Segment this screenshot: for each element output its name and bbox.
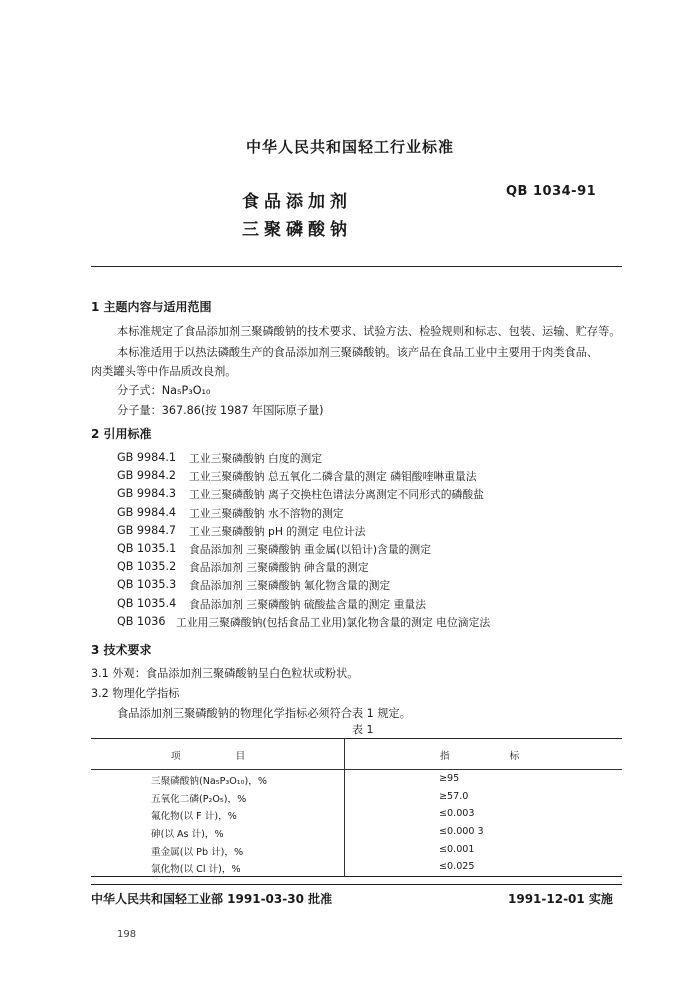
reference-title: 食品添加剂 三聚磷酸钠 硫酸盐含量的测定 重量法 [189,597,427,611]
reference-code: QB 1035.4 [117,596,177,610]
section-1-paragraph-2-cont: 肉类罐头等中作品质改良剂。 [91,365,237,378]
table-header-index: 指标 [440,751,580,762]
reference-title: 工业用三聚磷酸钠(包括食品工业用)氯化物含量的测定 电位滴定法 [176,615,491,629]
table-cell-item: 三聚磷酸钠(Na₅P₃O₁₀)，% [151,776,267,787]
reference-code: GB 9984.2 [117,469,177,483]
header-rule [91,266,622,267]
section-1-title: 1 主题内容与适用范围 [91,300,212,314]
reference-code: GB 9984.3 [117,487,177,501]
reference-code: GB 9984.7 [117,523,177,537]
reference-title: 工业三聚磷酸钠 水不溶物的测定 [189,506,344,520]
table-cell-value: ≤0.000 3 [439,826,484,838]
table-caption: 表 1 [352,723,374,736]
reference-title: 工业三聚磷酸钠 离子交换柱色谱法分离测定不同形式的磷酸盐 [189,488,484,502]
ministry-title: 中华人民共和国轻工行业标准 [245,138,454,156]
table-row [91,858,622,876]
section-1-paragraph-2: 本标准适用于以热法磷酸生产的食品添加剂三聚磷酸钠。该产品在食品工业中主要用于肉类食品、 [117,346,599,359]
table-cell-value: ≤0.001 [439,843,475,855]
table-header-item: 项目 [171,751,301,762]
table-cell-value: ≥57.0 [439,790,469,802]
table-header [91,739,622,770]
approval-line: 中华人民共和国轻工业部 1991-03-30 批准 [91,892,333,906]
table-cell-item: 砷(以 As 计)，% [151,829,224,841]
reference-code: QB 1036 [117,614,166,628]
reference-code: QB 1035.3 [117,578,177,592]
reference-code: GB 9984.1 [117,451,177,464]
formula-value: Na₅P₃O₁₀ [161,384,211,397]
reference-title: 食品添加剂 三聚磷酸钠 氟化物含量的测定 [189,579,391,593]
molecular-formula: 分子式：Na₅P₃O₁₀ [117,384,211,397]
table-cell-item: 重金属(以 Pb 计)，% [151,846,244,858]
table-row [91,841,622,859]
table-cell-item: 五氧化二磷(P₂O₅)，% [151,793,247,805]
table-row [91,823,622,841]
page-number: 198 [117,929,137,940]
spec-table [91,738,622,877]
table-body [91,770,622,876]
standard-title-line1: 食品添加剂 [242,192,352,212]
table-cell-value: ≥95 [439,773,460,784]
standard-title-line2: 三聚磷酸钠 [242,220,352,240]
table-cell-item: 氯化物(以 Cl 计)，% [151,864,241,876]
reference-code: QB 1035.2 [117,560,177,574]
standard-code: QB 1034-91 [506,184,597,199]
section-3-title: 3 技术要求 [91,643,152,657]
table-row [91,788,622,806]
reference-code: GB 9984.4 [117,505,177,519]
table-cell-item: 氟化物(以 F 计)，% [151,811,237,823]
molecular-mass: 分子量：367.86(按 1987 年国际原子量) [117,404,324,417]
section-2-title: 2 引用标准 [91,427,152,441]
reference-title: 食品添加剂 三聚磷酸钠 砷含量的测定 [189,561,369,575]
reference-title: 工业三聚磷酸钠 pH 的测定 电位计法 [189,524,366,538]
section-3-2-paragraph: 食品添加剂三聚磷酸钠的物理化学指标必须符合表 1 规定。 [117,707,411,720]
section-3-2: 3.2 物理化学指标 [91,687,180,700]
reference-title: 工业三聚磷酸钠 白度的测定 [189,452,322,465]
section-1-paragraph-1: 本标准规定了食品添加剂三聚磷酸钠的技术要求、试验方法、检验规则和标志、包装、运输、贮存等。 [117,325,621,338]
implementation-date: 1991-12-01 实施 [508,892,613,906]
table-cell-value: ≤0.025 [439,861,475,873]
section-3-1: 3.1 外观：食品添加剂三聚磷酸钠呈白色粒状或粉状。 [91,667,359,680]
table-row [91,805,622,823]
reference-title: 食品添加剂 三聚磷酸钠 重金属(以铅计)含量的测定 [189,543,432,556]
footer-rule [91,884,622,885]
table-cell-value: ≤0.003 [439,808,475,820]
reference-title: 工业三聚磷酸钠 总五氧化二磷含量的测定 磷钼酸喹啉重量法 [189,470,477,484]
reference-code: QB 1035.1 [117,542,177,555]
table-row [91,770,622,788]
